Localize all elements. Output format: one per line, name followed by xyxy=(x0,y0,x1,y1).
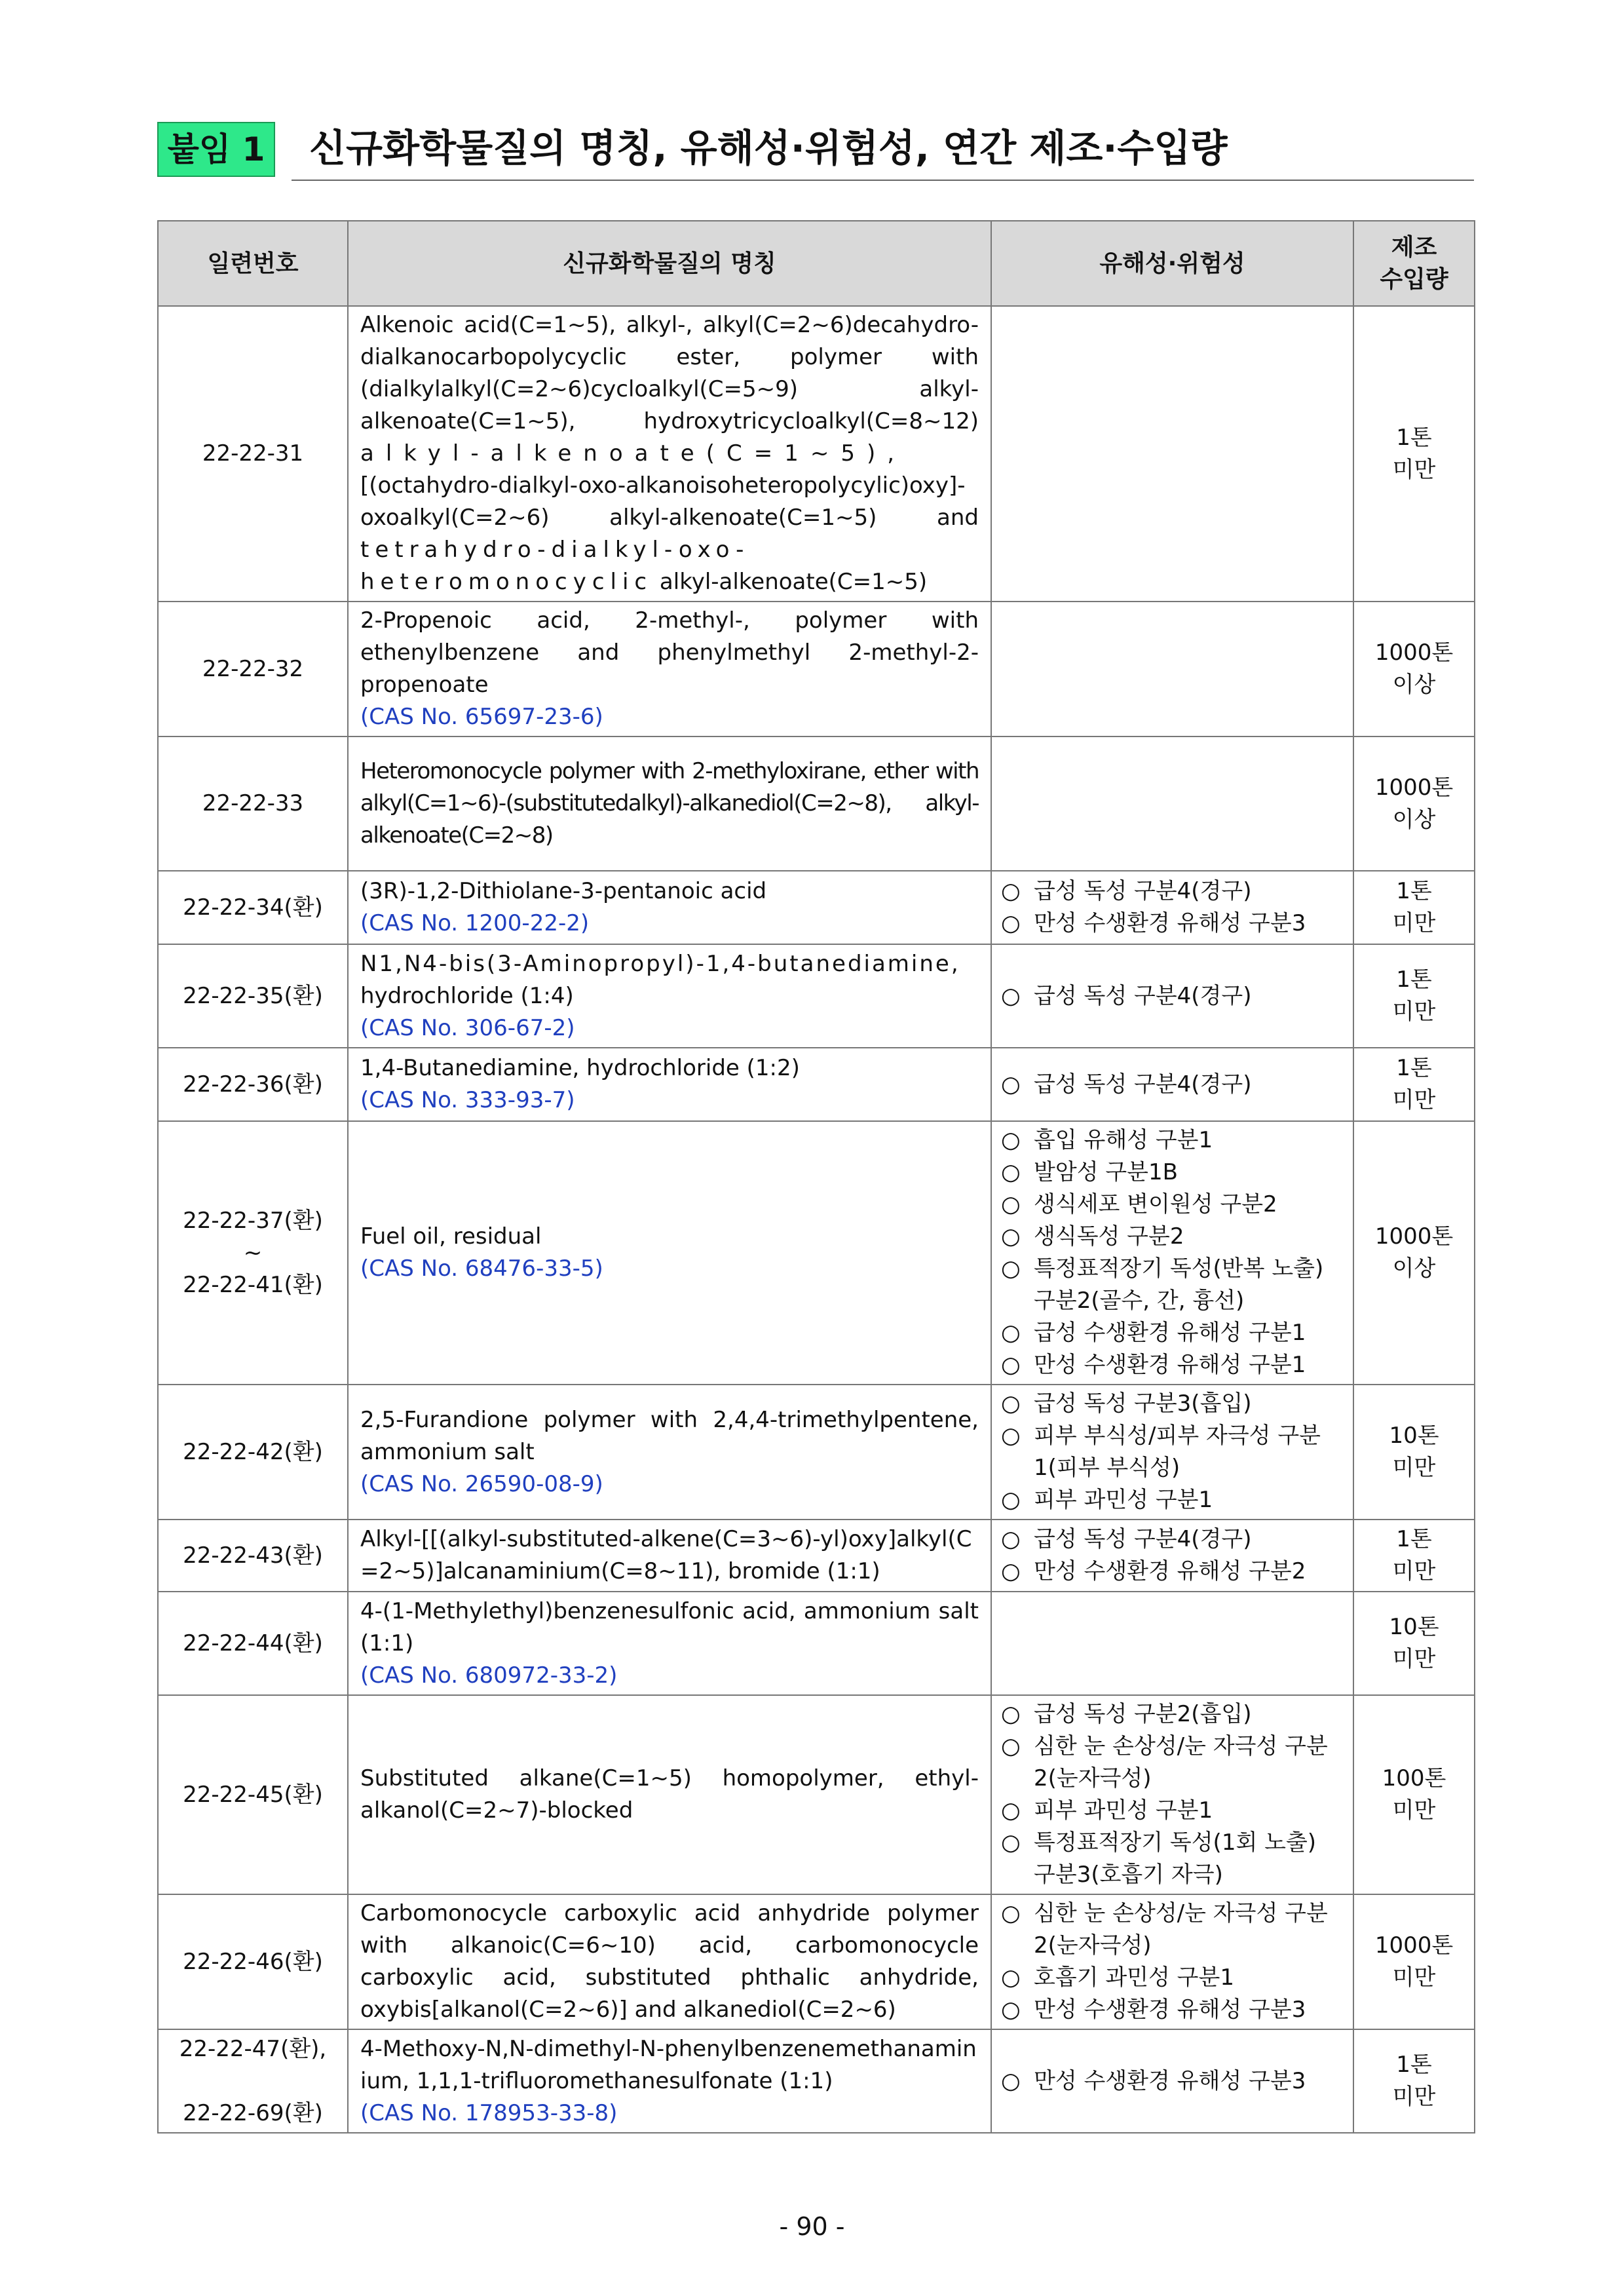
hazard-item: ○ 생식세포 변이원성 구분2 xyxy=(1001,1189,1344,1221)
hazard-item: ○ 심한 눈 손상성/눈 자극성 구분2(눈자극성) xyxy=(1001,1898,1344,1962)
circle-bullet-icon: ○ xyxy=(1001,1255,1021,1282)
table-row xyxy=(158,871,1475,944)
table-body xyxy=(158,306,1475,2133)
amount-qualifier: 미만 xyxy=(1392,2084,1436,2110)
name-cell xyxy=(348,1385,991,1520)
amount-cell xyxy=(1353,1695,1475,1894)
amount-qualifier: 미만 xyxy=(1392,1558,1436,1584)
amount-value: 1000톤 xyxy=(1374,1223,1454,1250)
chemical-name: Carbomonocycle carboxylic acid anhydride polymer with alkanoic(C=6~10) acid, carbomonocycle carboxylic acid, substituted phthalic anhydride, oxybis[alkanol(C=2~6)] and alkanediol(C=2~6) xyxy=(360,1900,979,2023)
chemical-name: 1,4-Butanediamine, hydrochloride (1:2) xyxy=(360,1055,800,1081)
col-header-serial: 일련번호 xyxy=(158,221,348,306)
serial-no: 22-22-37(환) xyxy=(183,1207,323,1234)
cas-number: (CAS No. 68476-33-5) xyxy=(360,1255,603,1282)
serial-cell xyxy=(158,737,348,871)
table-row xyxy=(158,2029,1475,2133)
hazard-cell xyxy=(991,871,1353,944)
hazard-item: ○ 피부 부식성/피부 자극성 구분1(피부 부식성) xyxy=(1001,1420,1344,1484)
serial-range-tilde: ~ xyxy=(243,1239,263,1266)
amount-cell xyxy=(1353,1121,1475,1385)
table-row xyxy=(158,1520,1475,1592)
amount-value: 1톤 xyxy=(1396,424,1432,451)
serial-no: 22-22-43(환) xyxy=(183,1542,323,1569)
col-header-name: 신규화학물질의 명칭 xyxy=(348,221,991,306)
circle-bullet-icon: ○ xyxy=(1001,2067,1021,2094)
amount-qualifier: 미만 xyxy=(1392,1646,1436,1672)
serial-cell xyxy=(158,1592,348,1695)
chemical-name: Alkenoic acid(C=1~5), alkyl-, alkyl(C=2~6)decahydro-dialkanocarbopolycyclic ester, polymer with (dialkylalkyl(C=2~6)cycloalkyl(C=5~9) alkyl-alkenoate(C=1~5), hydroxytricycloalkyl(C=8~12) xyxy=(360,312,979,434)
serial-no-end: 22-22-69(환) xyxy=(183,2099,323,2126)
table-row xyxy=(158,1695,1475,1894)
chemical-name: Substituted alkane(C=1~5) homopolymer, ethyl-alkanol(C=2~7)-blocked xyxy=(360,1765,979,1824)
hazard-item: ○ 피부 과민성 구분1 xyxy=(1001,1795,1344,1827)
name-cell xyxy=(348,1121,991,1385)
amount-value: 10톤 xyxy=(1389,1614,1439,1640)
circle-bullet-icon: ○ xyxy=(1001,1558,1021,1584)
circle-bullet-icon: ○ xyxy=(1001,1071,1021,1098)
table-header-row xyxy=(158,221,1475,306)
amount-value: 1톤 xyxy=(1396,2052,1432,2078)
amount-cell xyxy=(1353,1592,1475,1695)
amount-value: 1톤 xyxy=(1396,1526,1432,1552)
serial-cell xyxy=(158,1695,348,1894)
hazard-item: ○ 만성 수생환경 유해성 구분2 xyxy=(1001,1556,1344,1588)
hazard-cell xyxy=(991,1894,1353,2029)
amount-qualifier: 이상 xyxy=(1392,672,1436,698)
hazard-item: ○ 심한 눈 손상성/눈 자극성 구분2(눈자극성) xyxy=(1001,1731,1344,1795)
amount-value: 100톤 xyxy=(1382,1765,1446,1791)
amount-qualifier: 미만 xyxy=(1392,1797,1436,1824)
title-underline xyxy=(292,180,1474,181)
page-header xyxy=(157,118,1474,181)
serial-no: 22-22-44(환) xyxy=(183,1630,323,1656)
serial-no: 22-22-46(환) xyxy=(183,1948,323,1975)
chemical-name: 2,5-Furandione polymer with 2,4,4-trimethylpentene, ammonium salt xyxy=(360,1406,979,1465)
page-title: 신규화학물질의 명칭, 유해성·위험성, 연간 제조·수입량 xyxy=(309,126,1228,170)
amount-cell xyxy=(1353,737,1475,871)
amount-cell xyxy=(1353,871,1475,944)
hazard-item: ○ 급성 독성 구분4(경구) xyxy=(1001,875,1344,908)
amount-qualifier: 미만 xyxy=(1392,999,1436,1025)
amount-qualifier: 미만 xyxy=(1392,456,1436,483)
circle-bullet-icon: ○ xyxy=(1001,910,1021,936)
cas-number: (CAS No. 333-93-7) xyxy=(360,1087,575,1113)
chemical-name: 2-Propenoic acid, 2-methyl-, polymer with ethenylbenzene and phenylmethyl 2-methyl-2-propenoate xyxy=(360,607,979,698)
table-row xyxy=(158,1385,1475,1520)
col-header-amount-line1: 제조 xyxy=(1391,234,1437,261)
page-number: - 90 - xyxy=(779,2212,845,2241)
name-cell xyxy=(348,1894,991,2029)
amount-cell xyxy=(1353,1385,1475,1520)
serial-cell xyxy=(158,871,348,944)
hazard-item: ○ 만성 수생환경 유해성 구분3 xyxy=(1001,1994,1344,2026)
chemical-name: Fuel oil, residual xyxy=(360,1223,542,1250)
circle-bullet-icon: ○ xyxy=(1001,1390,1021,1417)
serial-cell xyxy=(158,1121,348,1385)
serial-cell xyxy=(158,1894,348,2029)
name-cell xyxy=(348,2029,991,2133)
cas-number: (CAS No. 306-67-2) xyxy=(360,1014,575,1041)
amount-cell xyxy=(1353,2029,1475,2133)
serial-cell xyxy=(158,602,348,737)
table-row xyxy=(158,944,1475,1048)
table-row xyxy=(158,602,1475,737)
table-row xyxy=(158,1894,1475,2029)
circle-bullet-icon: ○ xyxy=(1001,878,1021,904)
serial-no: 22-22-45(환) xyxy=(183,1781,323,1808)
amount-value: 1톤 xyxy=(1396,966,1432,993)
hazard-item: ○ 급성 독성 구분4(경구) xyxy=(1001,1069,1344,1101)
hazard-cell xyxy=(991,1695,1353,1894)
hazard-item: ○ 호흡기 과민성 구분1 xyxy=(1001,1962,1344,1994)
serial-no-end: 22-22-41(환) xyxy=(183,1271,323,1298)
chemical-table xyxy=(157,220,1475,2133)
chemical-name-spaced: alkyl-alkenoate(C=1~5), xyxy=(360,440,907,467)
hazard-item: ○ 흡입 유해성 구분1 xyxy=(1001,1124,1344,1157)
table-row xyxy=(158,1048,1475,1121)
amount-qualifier: 미만 xyxy=(1392,1964,1436,1991)
hazard-cell xyxy=(991,1121,1353,1385)
circle-bullet-icon: ○ xyxy=(1001,1997,1021,2023)
circle-bullet-icon: ○ xyxy=(1001,1487,1021,1513)
hazard-item: ○ 급성 독성 구분4(경구) xyxy=(1001,1523,1344,1556)
amount-value: 1000톤 xyxy=(1374,774,1454,801)
chemical-name: Heteromonocycle polymer with 2-methyloxirane, ether with alkyl(C=1~6)-(substitutedalkyl)-alkanediol(C=2~8), alkyl-alkenoate(C=2~8) xyxy=(360,758,979,849)
amount-cell xyxy=(1353,1048,1475,1121)
chemical-name: 4-(1-Methylethyl)benzenesulfonic acid, ammonium salt (1:1) xyxy=(360,1598,979,1656)
circle-bullet-icon: ○ xyxy=(1001,1701,1021,1727)
serial-cell xyxy=(158,1385,348,1520)
circle-bullet-icon: ○ xyxy=(1001,1223,1021,1250)
attachment-badge: 붙임 1 xyxy=(157,122,275,177)
col-header-amount xyxy=(1353,221,1475,306)
amount-value: 1000톤 xyxy=(1374,1932,1454,1959)
circle-bullet-icon: ○ xyxy=(1001,1127,1021,1153)
name-cell xyxy=(348,1695,991,1894)
hazard-item: ○ 만성 수생환경 유해성 구분3 xyxy=(1001,908,1344,940)
circle-bullet-icon: ○ xyxy=(1001,982,1021,1009)
chemical-name-end: alkyl-alkenoate(C=1~5) xyxy=(652,569,928,595)
name-cell xyxy=(348,306,991,602)
name-cell xyxy=(348,602,991,737)
circle-bullet-icon: ○ xyxy=(1001,1733,1021,1759)
amount-cell xyxy=(1353,306,1475,602)
hazard-item: ○ 만성 수생환경 유해성 구분1 xyxy=(1001,1349,1344,1381)
serial-no: 22-22-47(환), xyxy=(179,2035,327,2062)
hazard-cell xyxy=(991,1520,1353,1592)
serial-cell xyxy=(158,1048,348,1121)
hazard-cell xyxy=(991,1048,1353,1121)
cas-number: (CAS No. 65697-23-6) xyxy=(360,704,603,730)
name-cell xyxy=(348,871,991,944)
amount-qualifier: 이상 xyxy=(1392,806,1436,833)
hazard-item: ○ 특정표적장기 독성(반복 노출) 구분2(골수, 간, 흉선) xyxy=(1001,1253,1344,1317)
amount-value: 1톤 xyxy=(1396,1055,1432,1081)
serial-no: 22-22-31 xyxy=(202,440,304,467)
hazard-cell xyxy=(991,944,1353,1048)
hazard-item: ○ 발암성 구분1B xyxy=(1001,1157,1344,1189)
chemical-name: 4-Methoxy-N,N-dimethyl-N-phenylbenzenemethanaminium, 1,1,1-trifluoromethanesulfonate (1:1) xyxy=(360,2035,977,2094)
hazard-cell xyxy=(991,306,1353,602)
amount-value: 1톤 xyxy=(1396,878,1432,904)
col-header-amount-line2: 수입량 xyxy=(1380,266,1448,293)
col-header-hazard: 유해성·위험성 xyxy=(991,221,1353,306)
serial-no: 22-22-42(환) xyxy=(183,1438,323,1465)
cas-number: (CAS No. 178953-33-8) xyxy=(360,2099,618,2126)
chemical-name-spaced-2: tetrahydro-dialkyl-oxo-heteromonocyclic xyxy=(360,537,750,595)
circle-bullet-icon: ○ xyxy=(1001,1191,1021,1217)
chemical-name: (3R)-1,2-Dithiolane-3-pentanoic acid xyxy=(360,878,767,904)
serial-cell xyxy=(158,2029,348,2133)
amount-cell xyxy=(1353,1520,1475,1592)
hazard-item: ○ 급성 독성 구분2(흡입) xyxy=(1001,1698,1344,1731)
amount-cell xyxy=(1353,944,1475,1048)
name-cell xyxy=(348,944,991,1048)
hazard-item: ○ 특정표적장기 독성(1회 노출) 구분3(호흡기 자극) xyxy=(1001,1827,1344,1891)
name-cell xyxy=(348,737,991,871)
chemical-name: N1,N4-bis(3-Aminopropyl)-1,4-butanediamine, xyxy=(360,950,960,977)
circle-bullet-icon: ○ xyxy=(1001,1526,1021,1552)
chemical-name: Alkyl-[[(alkyl-substituted-alkene(C=3~6)-yl)oxy]alkyl(C=2~5)]alcanaminium(C=8~11), bromide (1:1) xyxy=(360,1526,972,1584)
hazard-item: ○ 만성 수생환경 유해성 구분3 xyxy=(1001,2065,1344,2097)
hazard-item: ○ 급성 수생환경 유해성 구분1 xyxy=(1001,1317,1344,1349)
circle-bullet-icon: ○ xyxy=(1001,1320,1021,1346)
circle-bullet-icon: ○ xyxy=(1001,1829,1021,1856)
hazard-cell xyxy=(991,602,1353,737)
cas-number: (CAS No. 680972-33-2) xyxy=(360,1662,618,1689)
circle-bullet-icon: ○ xyxy=(1001,1797,1021,1824)
serial-no: 22-22-36(환) xyxy=(183,1071,323,1098)
amount-qualifier: 미만 xyxy=(1392,1455,1436,1481)
table-row xyxy=(158,1121,1475,1385)
serial-no: 22-22-33 xyxy=(202,790,304,816)
hazard-item: ○ 피부 과민성 구분1 xyxy=(1001,1484,1344,1516)
amount-qualifier: 이상 xyxy=(1392,1255,1436,1282)
serial-no: 22-22-34(환) xyxy=(183,894,323,921)
amount-cell xyxy=(1353,602,1475,737)
cas-number: (CAS No. 1200-22-2) xyxy=(360,910,590,936)
chemical-name-cont: [(octahydro-dialkyl-oxo-alkanoisoheteropolycylic)oxy]-oxoalkyl(C=2~6) alkyl-alkenoate(C=1~5) and xyxy=(360,472,979,531)
amount-qualifier: 미만 xyxy=(1392,910,1436,936)
hazard-cell xyxy=(991,737,1353,871)
name-cell xyxy=(348,1592,991,1695)
amount-value: 10톤 xyxy=(1389,1423,1439,1449)
hazard-cell xyxy=(991,2029,1353,2133)
cas-number: (CAS No. 26590-08-9) xyxy=(360,1470,603,1497)
amount-value: 1000톤 xyxy=(1374,640,1454,666)
table-row xyxy=(158,1592,1475,1695)
table-row xyxy=(158,306,1475,602)
circle-bullet-icon: ○ xyxy=(1001,1900,1021,1926)
hazard-cell xyxy=(991,1592,1353,1695)
hazard-item: ○ 급성 독성 구분3(흡입) xyxy=(1001,1388,1344,1420)
amount-cell xyxy=(1353,1894,1475,2029)
serial-no: 22-22-32 xyxy=(202,655,304,682)
serial-no: 22-22-35(환) xyxy=(183,982,323,1009)
table-row xyxy=(158,737,1475,871)
amount-qualifier: 미만 xyxy=(1392,1087,1436,1113)
serial-cell xyxy=(158,944,348,1048)
name-cell xyxy=(348,1520,991,1592)
chemical-name-cont: hydrochloride (1:4) xyxy=(360,982,574,1009)
circle-bullet-icon: ○ xyxy=(1001,1964,1021,1991)
serial-cell xyxy=(158,306,348,602)
circle-bullet-icon: ○ xyxy=(1001,1423,1021,1449)
hazard-cell xyxy=(991,1385,1353,1520)
hazard-item: ○ 급성 독성 구분4(경구) xyxy=(1001,980,1344,1012)
circle-bullet-icon: ○ xyxy=(1001,1159,1021,1185)
name-cell xyxy=(348,1048,991,1121)
serial-cell xyxy=(158,1520,348,1592)
hazard-item: ○ 생식독성 구분2 xyxy=(1001,1221,1344,1253)
circle-bullet-icon: ○ xyxy=(1001,1352,1021,1378)
